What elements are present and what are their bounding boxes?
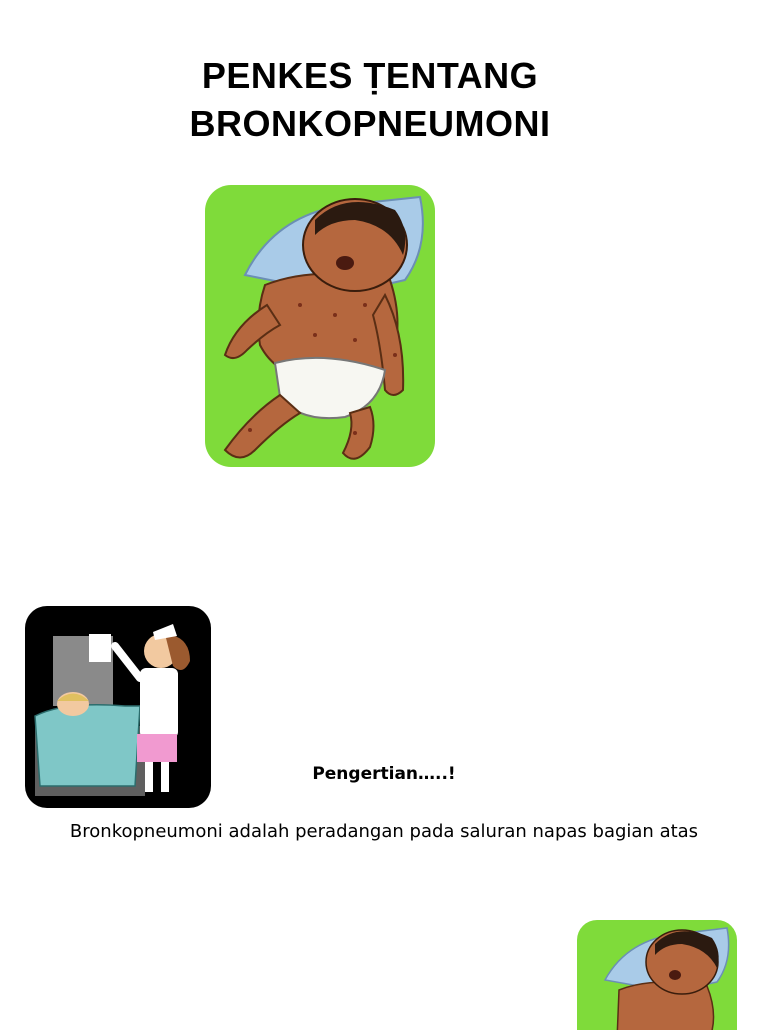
section-heading: Pengertian…..! bbox=[312, 764, 456, 784]
page-title bbox=[0, 52, 740, 148]
title-line-1: PENKES ṬENTANG bbox=[201, 55, 539, 96]
sick-baby-illustration bbox=[205, 185, 435, 467]
sick-baby-illustration-bottom bbox=[577, 920, 737, 1030]
title-line-2: BRONKOPNEUMONI bbox=[189, 103, 551, 144]
definition-text: Bronkopneumoni adalah peradangan pada saluran napas bagian atas bbox=[69, 821, 699, 842]
